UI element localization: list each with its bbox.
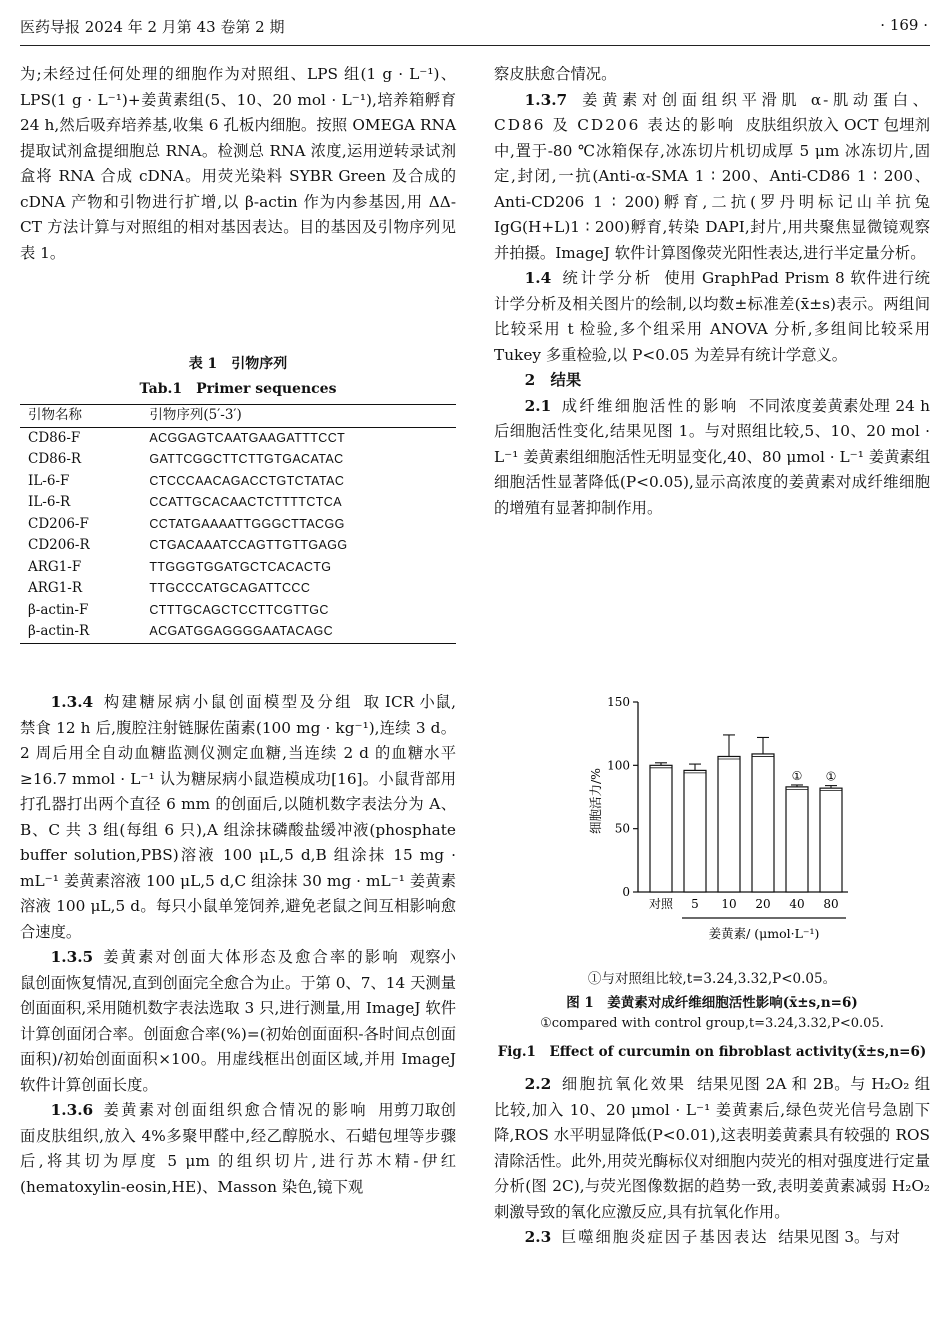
section-number: 1.3.6 [50, 1101, 94, 1119]
header-left: 医药导报 2024 年 2 月第 43 卷第 2 期 [20, 18, 285, 36]
section-number: 1.3.5 [50, 948, 94, 966]
primer-name: CD206-F [28, 515, 89, 532]
bar [718, 756, 740, 892]
primer-name: β-actin-R [28, 623, 90, 639]
section-text: 使用 GraphPad Prism 8 软件进行统计学分析及相关图片的绘制,以均数±标准差(x̄±s)表示。两组间比较采用 t 检验,多个组采用 ANOVA 分析,多组间比较采用 Tukey 多重检验,以 P<0.05 为差异有统计学意义。 [494, 269, 930, 364]
primer-sequence: ACGATGGAGGGGAATACAGC [149, 624, 334, 638]
table-row [20, 449, 456, 471]
header-page-number: · 169 · [880, 16, 928, 34]
section-number: 1.4 [524, 269, 552, 287]
significance-marker: ① [825, 769, 837, 784]
section-2-heading: 2 结果 [524, 371, 582, 389]
table-title-cn: 表 1 引物序列 [188, 356, 288, 372]
bar [752, 754, 774, 892]
table-row [20, 514, 456, 536]
section-title: 成纤维细胞活性的影响 [561, 396, 739, 415]
section-1-3-4 [20, 690, 456, 945]
section-text: 不同浓度姜黄素处理 24 h后细胞活性变化,结果见图 1。与对照组比较,5、10、20 mol · L⁻¹ 姜黄素组细胞活性无明显变化,40、80 μmol · L⁻¹ 姜黄素组细胞活性显著降低(P<0.05),显示高浓度的姜黄素对成纤维细胞的增殖有显著抑制作用。 [494, 396, 930, 517]
section-2-1 [494, 394, 930, 522]
section-text: 观察小鼠创面恢复情况,直到创面完全愈合为止。于第 0、7、14 天测量创面面积,采用随机数字表法选取 3 只,进行测量,用 ImageJ 软件计算创面闭合率。创面愈合率(%)=(初始创面面积-各时间点创面面积)/初始创面面积×100。用虚线框出创面区域,并用 ImageJ 软件计算创面长度。 [20, 948, 456, 1094]
x-tick-label: 20 [755, 897, 771, 911]
table-row [20, 578, 456, 600]
header-rule [20, 45, 930, 46]
x-axis-label: 姜黄素/ (μmol·L⁻¹) [708, 926, 820, 941]
x-tick-label: 对照 [648, 897, 674, 911]
primer-sequence: GATTCGGCTTCTTGTGACATAC [149, 452, 344, 466]
figure-1-bar-chart [494, 690, 930, 965]
primer-sequence: TTGCCCATGCAGATTCCC [149, 581, 311, 595]
x-tick-label: 5 [691, 897, 699, 911]
figure-title-cn: 图 1 姜黄素对成纤维细胞活性影响(x̄±s,n=6) [566, 995, 858, 1011]
section-number: 1.3.4 [50, 693, 94, 711]
table-row [20, 621, 456, 643]
section-title: 姜黄素对创面组织平滑肌 α-肌动蛋白、CD86 及 CD206 表达的影响 [494, 90, 930, 134]
section-text: 结果见图 3。与对 [778, 1228, 900, 1246]
primer-sequence: CCTATGAAAATTGGGCTTACGG [149, 516, 345, 531]
primer-name: IL-6-F [28, 472, 70, 489]
y-tick-label: 150 [607, 695, 630, 709]
figure-note-cn: ①与对照组比较,t=3.24,3.32,P<0.05。 [587, 971, 837, 987]
bar [820, 788, 842, 892]
section-text: 用剪刀取创面皮肤组织,放入 4%多聚甲醛中,经乙醇脱水、石蜡包埋等步骤后,将其切为厚度 5 μm 的组织切片,进行苏木精-伊红(hematoxylin-eosin,HE)、Masson 染色,镜下观 [20, 1101, 456, 1196]
table-row [20, 471, 456, 493]
table-title-en: Tab.1 Primer sequences [139, 381, 337, 397]
primer-sequence: CCATTGCACAACTCTTTTCTCA [149, 495, 342, 509]
section-number: 1.3.7 [524, 90, 568, 109]
section-title: 细胞抗氧化效果 [561, 1075, 687, 1093]
table-header-name: 引物名称 [28, 407, 82, 423]
bar [650, 765, 672, 892]
y-tick-label: 50 [614, 821, 630, 836]
bar [684, 770, 706, 892]
section-title: 姜黄素对创面大体形态及愈合率的影响 [103, 948, 400, 966]
section-title: 巨噬细胞炎症因子基因表达 [560, 1228, 769, 1246]
section-text: 皮肤组织放入 OCT 包埋剂中,置于-80 ℃冰箱保存,冰冻切片机切成厚 5 μm 冰冻切片,固定,封闭,一抗(Anti-α-SMA 1 ∶ 200、Anti-CD86 1 ∶ 200、Anti-CD206 1 ∶ 200)孵育,二抗(罗丹明标记山羊抗兔 IgG(H+L)1 ∶ 200)孵育,转染 DAPI,封片,用共聚焦显微镜观察并拍摄。ImageJ 软件计算图像荧光阳性表达,进行半定量分析。 [494, 116, 930, 262]
primer-name: CD86-F [28, 429, 81, 446]
primer-name: IL-6-R [28, 494, 71, 510]
section-1-4 [494, 266, 930, 368]
continuation-text: 察皮肤愈合情况。 [494, 65, 617, 83]
section-2-3 [494, 1225, 930, 1251]
figure-title-en: Fig.1 Effect of curcumin on fibroblast activity(x̄±s,n=6) [497, 1044, 927, 1060]
right-column-bottom [494, 1072, 930, 1251]
section-number: 2.1 [524, 396, 552, 415]
figure-note-en: ①compared with control group,t=3.24,3.32,P<0.05. [540, 1016, 884, 1031]
primer-sequence: ACGGAGTCAATGAAGATTTCCT [149, 430, 346, 445]
section-1-3-7 [494, 88, 930, 267]
y-axis-label: 细胞活力/% [588, 767, 603, 835]
primer-name: CD86-R [28, 451, 82, 467]
section-title: 构建糖尿病小鼠创面模型及分组 [103, 693, 354, 711]
table-row [20, 427, 456, 449]
y-tick-label: 100 [607, 758, 630, 773]
primer-name: ARG1-F [28, 558, 82, 575]
x-tick-label: 80 [823, 897, 839, 911]
primer-name: CD206-R [28, 537, 90, 553]
primer-table [20, 404, 456, 644]
primer-name: β-actin-F [28, 601, 89, 618]
table-header-sequence: 引物序列(5′-3′) [149, 407, 242, 423]
significance-marker: ① [791, 768, 803, 783]
section-2-2 [494, 1072, 930, 1225]
paragraph-methods-rna: 为;未经过任何处理的细胞作为对照组、LPS 组(1 g · L⁻¹)、LPS(1 g · L⁻¹)+姜黄素组(5、10、20 mol · L⁻¹),培养箱孵育 24 h,然后吸弃培养基,收集 6 孔板内细胞。按照 OMEGA RNA 提取试剂盒提细胞总 RNA。检测总 RNA 浓度,运用逆转录试剂盒将 RNA 合成 cDNA。用荧光染料 SYBR Green 及合成的 cDNA 产物和引物进行扩增,以 β-actin 作为内参基因,用 ΔΔ-CT 方法计算与对照组的相对基因表达。目的基因及引物序列见表 1。 [20, 65, 456, 262]
left-column-bottom [20, 690, 456, 1200]
section-1-3-5 [20, 945, 456, 1098]
section-1-3-6 [20, 1098, 456, 1200]
primer-name: ARG1-R [28, 580, 83, 596]
y-tick-label: 0 [622, 885, 630, 899]
section-number: 2.2 [524, 1075, 552, 1093]
section-text: 取 ICR 小鼠,禁食 12 h 后,腹腔注射链脲佐菌素(100 mg · kg⁻¹),连续 3 d。2 周后用全自动血糖监测仪测定血糖,当连续 2 d 的血糖水平≥16.7 mmol · L⁻¹ 认为糖尿病小鼠造模成功[16]。小鼠背部用打孔器打出两个直径 6 mm 的创面后,以随机数字表法分为 A、B、C 共 3 组(每组 6 只),A 组涂抹磷酸盐缓冲液(phosphate buffer solution,PBS)溶液 100 μL,5 d,B 组涂抹 15 mg · mL⁻¹ 姜黄素溶液 100 μL,5 d,C 组涂抹 30 mg · mL⁻¹ 姜黄素溶液 100 μL,5 d。每只小鼠单笼饲养,避免老鼠之间互相影响愈合速度。 [20, 693, 456, 941]
section-title: 统计学分析 [562, 269, 653, 287]
section-text: 结果见图 2A 和 2B。与 H₂O₂ 组比较,加入 10、20 μmol · L⁻¹ 姜黄素后,绿色荧光信号急剧下降,ROS 水平明显降低(P<0.01),这表明姜黄素具有较强的 ROS 清除活性。此外,用荧光酶标仪对细胞内荧光的相对强度进行定量分析(图 2C),与荧光图像数据的趋势一致,表明姜黄素减弱 H₂O₂ 刺激导致的氧化应激反应,具有抗氧化作用。 [494, 1075, 930, 1221]
table-row [20, 535, 456, 557]
primer-sequence: CTTTGCAGCTCCTTCGTTGC [149, 602, 329, 617]
left-column-top [20, 62, 456, 266]
section-number: 2.3 [524, 1228, 552, 1246]
primer-sequence: CTGACAAATCCAGTTGTTGAGG [149, 538, 348, 552]
table-row [20, 600, 456, 622]
bar [786, 787, 808, 892]
right-column-top [494, 62, 930, 521]
section-title: 姜黄素对创面组织愈合情况的影响 [103, 1101, 368, 1119]
primer-sequence: TTGGGTGGATGCTCACACTG [149, 559, 332, 574]
primer-sequence: CTCCCAACAGACCTGTCTATAC [149, 473, 345, 488]
x-tick-label: 40 [789, 897, 805, 911]
table-row [20, 557, 456, 579]
x-tick-label: 10 [721, 897, 737, 911]
table-row [20, 492, 456, 514]
